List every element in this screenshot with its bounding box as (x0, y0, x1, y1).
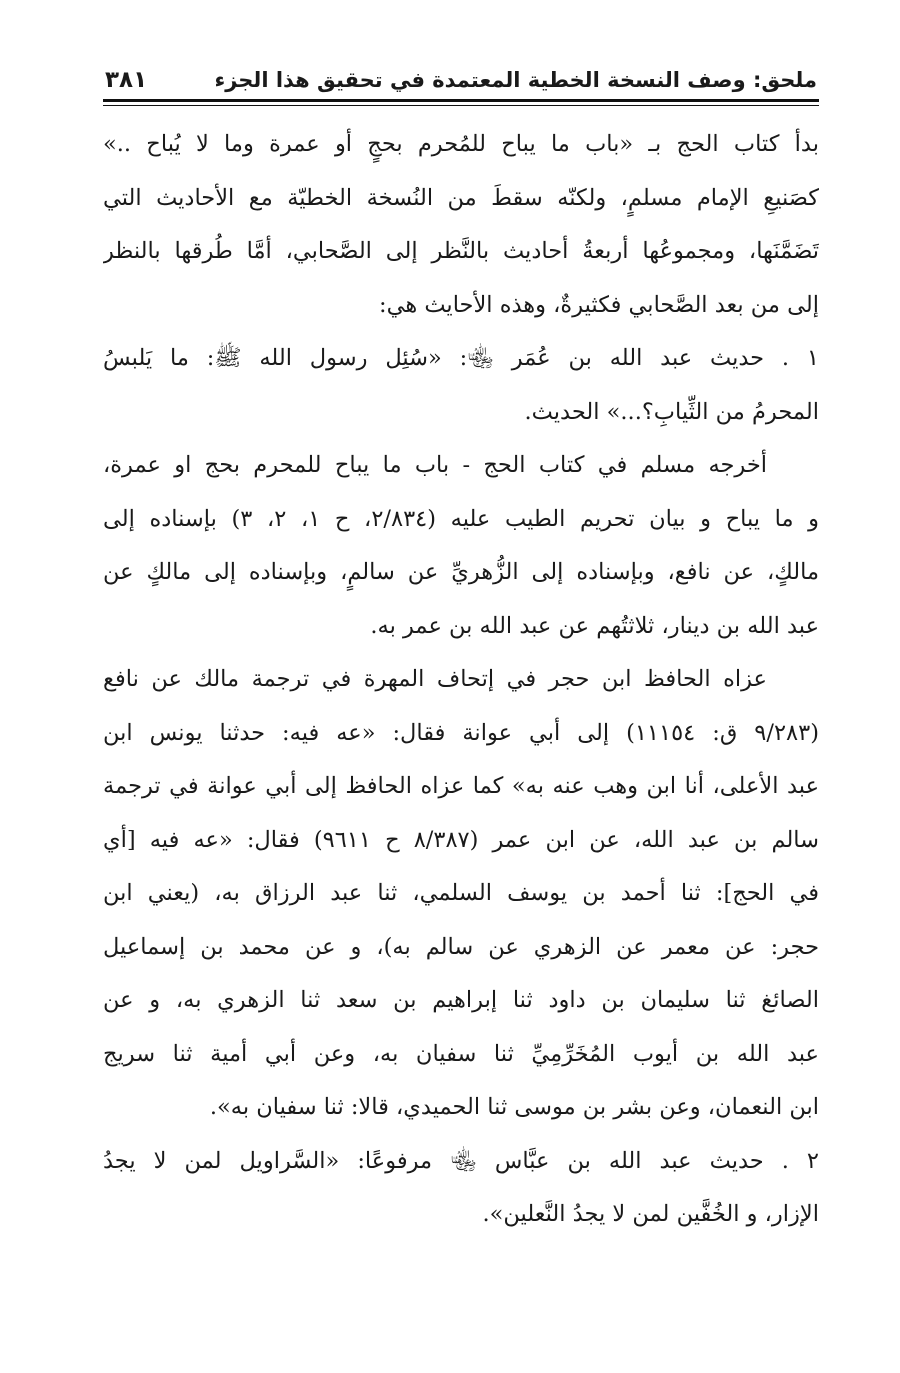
text-line: إلى من بعد الصَّحابي فكثيرةٌ، وهذه الأحايث هي: (378, 291, 819, 318)
text-line: تَضَمَّنَها، ومجموعُها أربعةُ أحاديث بالنَّظر إلى الصَّحابي، أمَّا طُرقها بالنظر (103, 238, 819, 264)
text-line: حجر: عن معمر عن الزهري عن سالم به)، و عن محمد بن إسماعيل (103, 933, 819, 960)
paragraph-takhrij-muslim (103, 439, 819, 653)
text-line: الصائغ ثنا سليمان بن داود ثنا إبراهيم بن سعد ثنا الزهري به، و عن (103, 987, 819, 1013)
paragraph-intro (103, 118, 819, 332)
text-line: عبد الأعلى، أنا ابن وهب عنه به» كما عزاه الحافظ إلى أبي عوانة في ترجمة (103, 773, 819, 799)
text-line: عزاه الحافظ ابن حجر في إتحاف المهرة في ترجمة مالك عن نافع (103, 666, 767, 692)
paragraph-hadith-2 (103, 1135, 819, 1242)
text-line: و ما يباح و بيان تحريم الطيب عليه (٢/٨٣٤، ح ١، ٢، ٣) بإسناده إلى (103, 505, 819, 532)
text-line: كصَنيعِ الإمام مسلمٍ، ولكنّه سقطَ من النُسخة الخطيّة مع الأحاديث التي (103, 184, 819, 211)
page-number: ٣٨١ (105, 67, 148, 93)
text-line: (٩/٢٨٣ ق: ١١١٥٤) إلى أبي عوانة فقال: «عه فيه: حدثنا يونس ابن (103, 719, 819, 746)
paragraph-ibn-hajar (103, 653, 819, 1135)
text-line: في الحج]: ثنا أحمد بن يوسف السلمي، ثنا عبد الرزاق به، (يعني ابن (103, 880, 819, 906)
page-header (105, 62, 817, 98)
text-line: بدأ كتاب الحج بـ «باب ما يباح للمُحرم بحجٍ أو عمرة وما لا يُباح ..» (103, 131, 819, 157)
text-line: ١ . حديث عبد الله بن عُمَر ﵄: «سُئِل رسول الله ﷺ: ما يَلبسُ (103, 345, 819, 371)
text-line: المحرمُ من الثِّيابِ؟...» الحديث. (524, 398, 819, 425)
body-text (103, 118, 819, 1242)
running-title: ملحق: وصف النسخة الخطية المعتمدة في تحقيق هذا الجزء (214, 68, 817, 92)
text-line: الإزار، و الخُفَّين لمن لا يجدُ النَّعلين». (482, 1201, 819, 1227)
text-line: سالم بن عبد الله، عن ابن عمر (٨/٣٨٧ ح ٩٦١١) فقال: «عه فيه [أي (103, 826, 819, 853)
text-line: عبد الله بن أيوب المُخَرِّمِيِّ ثنا سفيان به، وعن أبي أمية ثنا سريج (103, 1040, 819, 1067)
paragraph-hadith-1 (103, 332, 819, 439)
header-rule-thick (103, 99, 819, 102)
text-line: ابن النعمان، وعن بشر بن موسى ثنا الحميدي، قالا: ثنا سفيان به». (209, 1094, 819, 1120)
header-rule-thin (103, 105, 819, 106)
text-line: عبد الله بن دينار، ثلاثتُهم عن عبد الله بن عمر به. (370, 612, 819, 639)
text-line: مالكٍ، عن نافع، وبإسناده إلى الزُّهريِّ عن سالمٍ، وبإسناده إلى مالكٍ عن (103, 559, 819, 585)
text-line: ٢ . حديث عبد الله بن عبَّاس ﵄ مرفوعًا: «السَّراويل لمن لا يجدُ (103, 1147, 819, 1174)
text-line: أخرجه مسلم في كتاب الحج - باب ما يباح للمحرم بحج او عمرة، (103, 452, 767, 478)
